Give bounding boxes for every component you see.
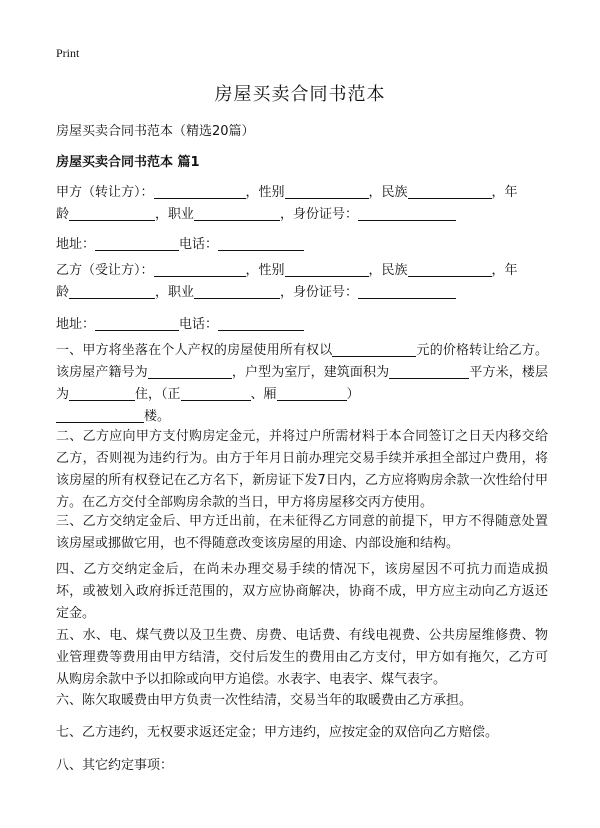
party-a-phone-label: 电话： (179, 237, 219, 252)
clause-1-area-blank (389, 364, 469, 379)
party-a-ethnic-blank (408, 184, 492, 199)
party-a-job-label: ，职业 (155, 207, 195, 222)
clause-1-text-c: ，户型为室厅，建筑面积为 (231, 365, 390, 380)
party-a-contact (56, 233, 304, 252)
party-a-age-label-2: 龄 (56, 207, 70, 222)
clause-1-text-b: 元的价格转让给乙方。该房屋产籍号为 (56, 343, 548, 380)
party-a-address-label: 地址： (56, 237, 96, 252)
clause-1-price-blank (332, 342, 416, 357)
party-a-age-blank (69, 206, 155, 221)
party-a-phone-blank (218, 236, 304, 251)
party-b-job-blank (194, 284, 280, 299)
party-b-address-blank (95, 316, 179, 331)
clause-1-text-h: 楼。 (144, 409, 171, 424)
party-a-name-blank (154, 184, 246, 199)
party-a-id-blank (358, 206, 456, 221)
clause-5: 五、水、电、煤气费以及卫生费、房费、电话费、有线电视费、公共房屋维修费、物业管理费等费用由甲方结清，交付后发生的费用由乙方支付，甲方如有拖欠，乙方可从购房余款中予以扣除或向甲方追偿。水表字、电表字、煤气表字。 (56, 628, 548, 687)
party-b-contact (56, 313, 304, 332)
party-b-phone-label: 电话： (179, 317, 219, 332)
clause-8: 八、其它约定事项： (56, 758, 174, 773)
party-b-info (56, 260, 548, 304)
clause-3: 三、乙方交纳定金后、甲方迁出前，在未征得乙方同意的前提下，甲方不得随意处置该房屋或挪做它用，也不得随意改变该房屋的用途、内部设施和结构。 (56, 514, 548, 551)
document-title: 房屋买卖合同书范本 (214, 84, 386, 105)
party-a-gender-label: ，性别 (245, 185, 285, 200)
party-a-address-blank (95, 236, 179, 251)
party-b-age-label-1: ，年 (491, 263, 518, 278)
print-link[interactable]: Print (56, 46, 80, 60)
clause-1 (56, 340, 548, 428)
party-a-gender-blank (285, 184, 369, 199)
party-a-label: 甲方（转让方）： (56, 185, 154, 200)
clause-1-main-blank (181, 386, 251, 401)
party-b-phone-blank (218, 316, 304, 331)
party-b-ethnic-blank (408, 262, 492, 277)
party-a-job-blank (194, 206, 280, 221)
clause-1-text-f: 、厢 (250, 387, 277, 402)
party-a-age-label-1: ，年 (491, 185, 518, 200)
party-a-info (56, 182, 548, 226)
party-a-ethnic-label: ，民族 (368, 185, 408, 200)
clause-1-floor-blank (69, 386, 135, 401)
party-b-address-label: 地址： (56, 317, 96, 332)
document-subtitle: 房屋买卖合同书范本（精选20篇） (56, 124, 255, 139)
party-b-age-label-2: 龄 (56, 285, 70, 300)
party-b-id-label: ，身份证号： (280, 285, 359, 300)
party-b-name-blank (154, 262, 246, 277)
clause-1-side-blank (277, 386, 347, 401)
clause-1-register-blank (148, 364, 232, 379)
clause-1-text-d: 平方米，楼层为 (56, 365, 548, 402)
party-b-label: 乙方（受让方）： (56, 263, 154, 278)
party-b-job-label: ，职业 (155, 285, 195, 300)
party-b-age-blank (69, 284, 155, 299)
party-b-ethnic-label: ，民族 (368, 263, 408, 278)
clause-1-building-blank (56, 408, 144, 423)
party-b-gender-label: ，性别 (245, 263, 285, 278)
party-b-id-blank (358, 284, 456, 299)
party-b-gender-blank (285, 262, 369, 277)
clause-6: 六、陈欠取暖费由甲方负责一次性结清，交易当年的取暖费由乙方承担。 (56, 693, 473, 708)
clause-1-text-g: ） (346, 387, 360, 402)
clause-1-text-e: 住，（正 (135, 387, 181, 402)
clause-1-text-a: 一、甲方将坐落在个人产权的房屋使用所有权以 (56, 343, 333, 358)
section-title: 房屋买卖合同书范本 篇1 (56, 155, 200, 170)
clause-7: 七、乙方违约，无权要求返还定金；甲方违约，应按定金的双倍向乙方赔偿。 (56, 725, 499, 740)
clause-4: 四、乙方交纳定金后，在尚未办理交易手续的情况下，该房屋因不可抗力而造成损坏，或被划入政府拆迁范围的，双方应协商解决，协商不成，甲方应主动向乙方返还定金。 (56, 562, 548, 621)
party-a-id-label: ，身份证号： (280, 207, 359, 222)
clause-2: 二、乙方应向甲方支付购房定金元，并将过户所需材料于本合同签订之日天内移交给乙方，否则视为违约行为。由方于年月日前办理完交易手续并承担全部过户费用，将该房屋的所有权登记在乙方名下，新房证下发7日内，乙方应将购房余款一次性给付甲方。在乙方交付全部购房余款的当日，甲方将房屋移交丙方使用。 (56, 429, 548, 510)
